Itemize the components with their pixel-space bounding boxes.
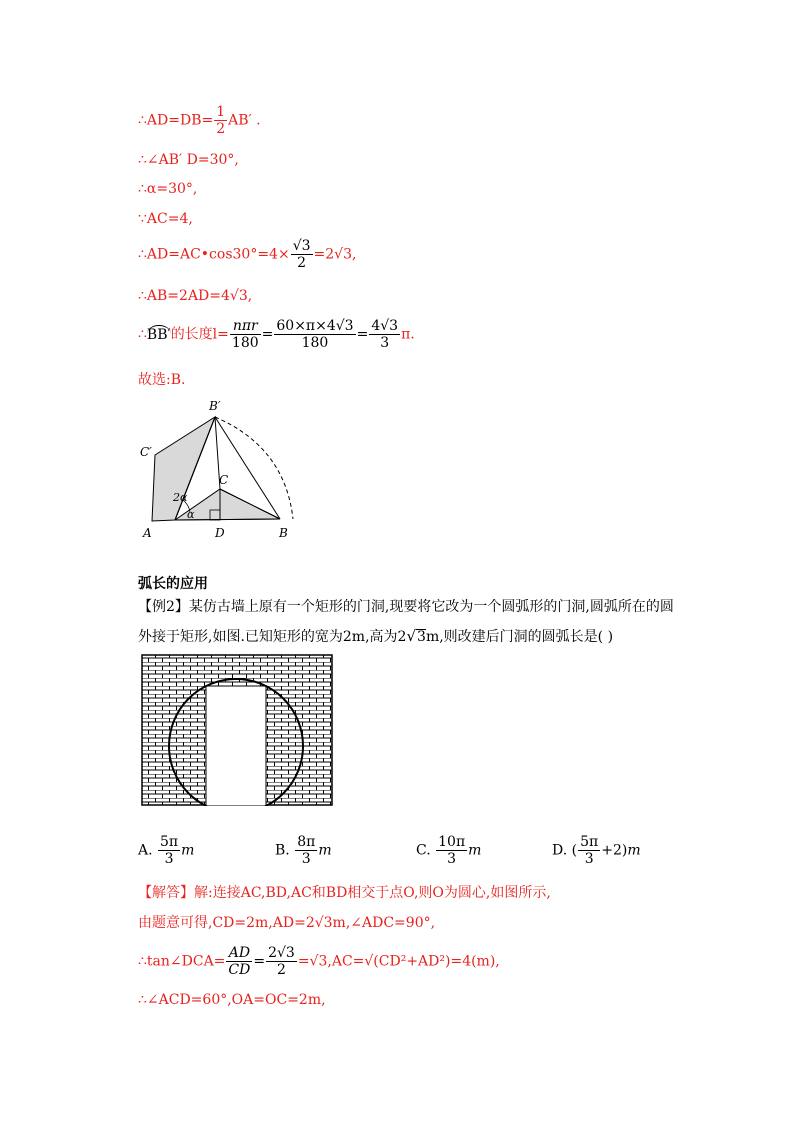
label-2alpha: 2α bbox=[173, 491, 188, 504]
label-c: C bbox=[219, 473, 229, 487]
section-title: 弧长的应用 bbox=[138, 576, 208, 592]
rotation-figure bbox=[135, 392, 310, 542]
option-b[interactable]: B. $\frac{8\pi}{3}$ m bbox=[275, 834, 332, 867]
option-a[interactable]: A. $\frac{5\pi}{3}$ m bbox=[138, 834, 195, 867]
solution-line-6: ∴AB=2AD=4√3, bbox=[138, 288, 253, 304]
solution-line-8: 故选:B. bbox=[138, 372, 186, 388]
label-c-prime: C′ bbox=[140, 445, 152, 459]
label-alpha: α bbox=[187, 508, 195, 521]
solution-line-7: ∴BB′的长度l= $\frac{\text{nπr}}{180}$ = $\frac{60\times\pi\times 4√3}{180}$ = $\frac{4√3}{3}$ π. bbox=[138, 318, 415, 351]
label-b: B bbox=[279, 526, 288, 540]
answer-line-2: 由题意可得,CD=2m,AD=2√3m,∠ADC=90°, bbox=[138, 915, 436, 931]
solution-line-3: ∴α=30°, bbox=[138, 181, 198, 197]
answer-line-4: ∴∠ACD=60°,OA=OC=2m, bbox=[138, 992, 326, 1008]
option-c[interactable]: C. $\frac{10\pi}{3}$ m bbox=[416, 834, 482, 867]
solution-line-5: ∴AD=AC•cos30°=4× $\frac{√3}{2}$ =2√3, bbox=[138, 238, 357, 271]
brick-wall-figure bbox=[141, 654, 333, 806]
problem-line-2: 外接于矩形,如图.已知矩形的宽为2m,高为2√3m,则改建后门洞的圆弧长是( ) bbox=[138, 627, 614, 645]
answer-line-1: 【解答】解:连接AC,BD,AC和BD相交于点O,则O为圆心,如图所示, bbox=[138, 885, 551, 901]
label-a: A bbox=[143, 526, 152, 540]
problem-line-1: 【例2】某仿古墙上原有一个矩形的门洞,现要将它改为一个圆弧形的门洞,圆弧所在的圆 bbox=[138, 599, 674, 615]
solution-line-1: ∴AD=DB= $\frac{1}{2}$ AB′ . bbox=[138, 104, 261, 137]
solution-line-2: ∴∠AB′ D=30°, bbox=[138, 152, 239, 168]
label-d: D bbox=[215, 526, 225, 540]
answer-line-3: ∴tan∠DCA= $\frac{AD}{CD}$ = $\frac{2√3}{2}$ =√3,AC=√(CD²+AD²)=4(m), bbox=[138, 945, 500, 978]
arc-bb-prime: BB′ bbox=[146, 326, 171, 343]
option-d[interactable]: D. ( $\frac{5\pi}{3}$ +2)m bbox=[552, 834, 641, 867]
solution-line-4: ∵AC=4, bbox=[138, 211, 193, 227]
label-b-prime: B′ bbox=[209, 399, 221, 413]
